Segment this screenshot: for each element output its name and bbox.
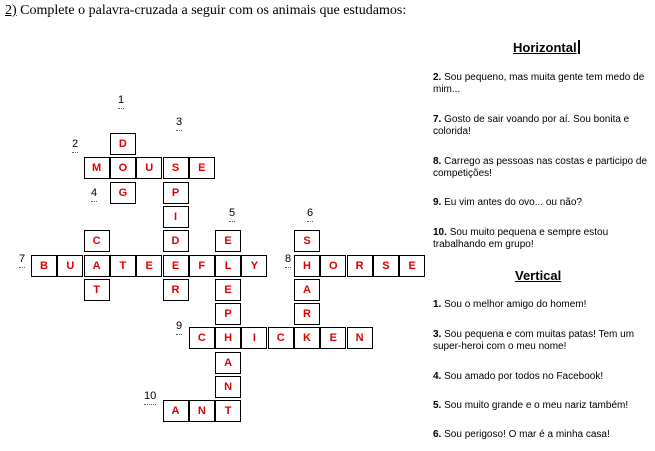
crossword-cell[interactable]: R — [294, 303, 320, 325]
crossword-cell[interactable]: A — [294, 279, 320, 301]
crossword-cell[interactable]: H — [215, 327, 241, 349]
crossword-cell[interactable]: S — [373, 255, 399, 277]
crossword-cell[interactable]: N — [215, 376, 241, 398]
clue-number-7: 7 — [19, 253, 25, 265]
crossword-cell[interactable]: S — [294, 230, 320, 252]
crossword-cell[interactable]: C — [189, 327, 215, 349]
spellcheck-underline — [91, 201, 97, 202]
horizontal-heading: Horizontal — [513, 40, 580, 55]
crossword-cell[interactable]: U — [136, 157, 162, 179]
crossword-cell[interactable]: T — [215, 400, 241, 422]
clue-horizontal-10: 10. Sou muito pequena e sempre estou trabalhando em grupo! — [433, 227, 609, 250]
spellcheck-underline — [307, 221, 313, 222]
clue-number-2: 2 — [72, 138, 78, 150]
crossword-cell[interactable]: P — [163, 182, 189, 204]
clue-vertical-1: 1. Sou o melhor amigo do homem! — [433, 299, 587, 310]
clue-number-3: 3 — [176, 116, 182, 128]
crossword-cell[interactable]: F — [189, 255, 215, 277]
clue-horizontal-8: 8. Carrego as pessoas nas costas e participo de competições! — [433, 156, 648, 179]
clue-number-8: 8 — [285, 253, 291, 265]
crossword-cell[interactable]: E — [215, 279, 241, 301]
crossword-cell[interactable]: H — [294, 255, 320, 277]
crossword-cell[interactable]: U — [57, 255, 83, 277]
crossword-cell[interactable]: B — [31, 255, 57, 277]
clue-number-5: 5 — [229, 207, 235, 219]
crossword-cell[interactable]: E — [215, 230, 241, 252]
crossword-cell[interactable]: D — [163, 230, 189, 252]
question-text: Complete o palavra-cruzada a seguir com os animais que estudamos: — [20, 3, 407, 18]
crossword-cell[interactable]: O — [320, 255, 346, 277]
spellcheck-underline — [144, 404, 156, 405]
crossword-cell[interactable]: G — [110, 182, 136, 204]
crossword-cell[interactable]: C — [268, 327, 294, 349]
crossword-cell[interactable]: E — [399, 255, 425, 277]
spellcheck-underline — [229, 221, 235, 222]
crossword-cell[interactable]: A — [215, 352, 241, 374]
clue-vertical-3: 3. Sou pequena e com muitas patas! Tem um super-heroi com o meu nome! — [433, 329, 635, 352]
crossword-cell[interactable]: P — [215, 303, 241, 325]
crossword-cell[interactable]: E — [136, 255, 162, 277]
clue-horizontal-9: 9. Eu vim antes do ovo... ou não? — [433, 197, 582, 208]
crossword-cell[interactable]: C — [84, 230, 110, 252]
crossword-cell[interactable]: K — [294, 327, 320, 349]
crossword-cell[interactable]: T — [110, 255, 136, 277]
crossword-cell[interactable]: E — [189, 157, 215, 179]
spellcheck-underline — [176, 334, 182, 335]
spellcheck-underline — [19, 267, 25, 268]
text-cursor — [578, 40, 580, 54]
question-2 — [5, 3, 406, 19]
spellcheck-underline — [285, 267, 291, 268]
crossword-cell[interactable]: D — [110, 133, 136, 155]
crossword-cell[interactable]: I — [241, 327, 267, 349]
clue-vertical-5: 5. Sou muito grande e o meu nariz também! — [433, 400, 629, 411]
crossword-cell[interactable]: T — [84, 279, 110, 301]
crossword-cell[interactable]: A — [163, 400, 189, 422]
clue-vertical-6: 6. Sou perigoso! O mar é a minha casa! — [433, 429, 610, 440]
clue-number-9: 9 — [176, 320, 182, 332]
clue-number-6: 6 — [307, 207, 313, 219]
clue-number-10: 10 — [144, 390, 156, 402]
crossword-cell[interactable]: I — [163, 206, 189, 228]
spellcheck-underline — [72, 152, 78, 153]
clue-number-1: 1 — [118, 94, 124, 106]
crossword-cell[interactable]: E — [163, 255, 189, 277]
clue-horizontal-2: 2. Sou pequeno, mas muita gente tem medo de mim... — [433, 72, 645, 95]
clue-number-4: 4 — [91, 187, 97, 199]
crossword-cell[interactable]: N — [347, 327, 373, 349]
crossword-cell[interactable]: O — [110, 157, 136, 179]
vertical-heading: Vertical — [515, 268, 562, 283]
clue-horizontal-7: 7. Gosto de sair voando por aí. Sou bonita e colorida! — [433, 114, 630, 137]
crossword-cell[interactable]: S — [163, 157, 189, 179]
crossword-cell[interactable]: Y — [241, 255, 267, 277]
crossword-cell[interactable]: A — [84, 255, 110, 277]
crossword-cell[interactable]: R — [347, 255, 373, 277]
crossword-cell[interactable]: E — [320, 327, 346, 349]
question-number: 2) — [5, 3, 17, 18]
crossword-cell[interactable]: L — [215, 255, 241, 277]
crossword-cell[interactable]: N — [189, 400, 215, 422]
crossword-cell[interactable]: M — [84, 157, 110, 179]
spellcheck-underline — [118, 108, 124, 109]
clue-vertical-4: 4. Sou amado por todos no Facebook! — [433, 371, 604, 382]
spellcheck-underline — [176, 130, 182, 131]
crossword-cell[interactable]: R — [163, 279, 189, 301]
